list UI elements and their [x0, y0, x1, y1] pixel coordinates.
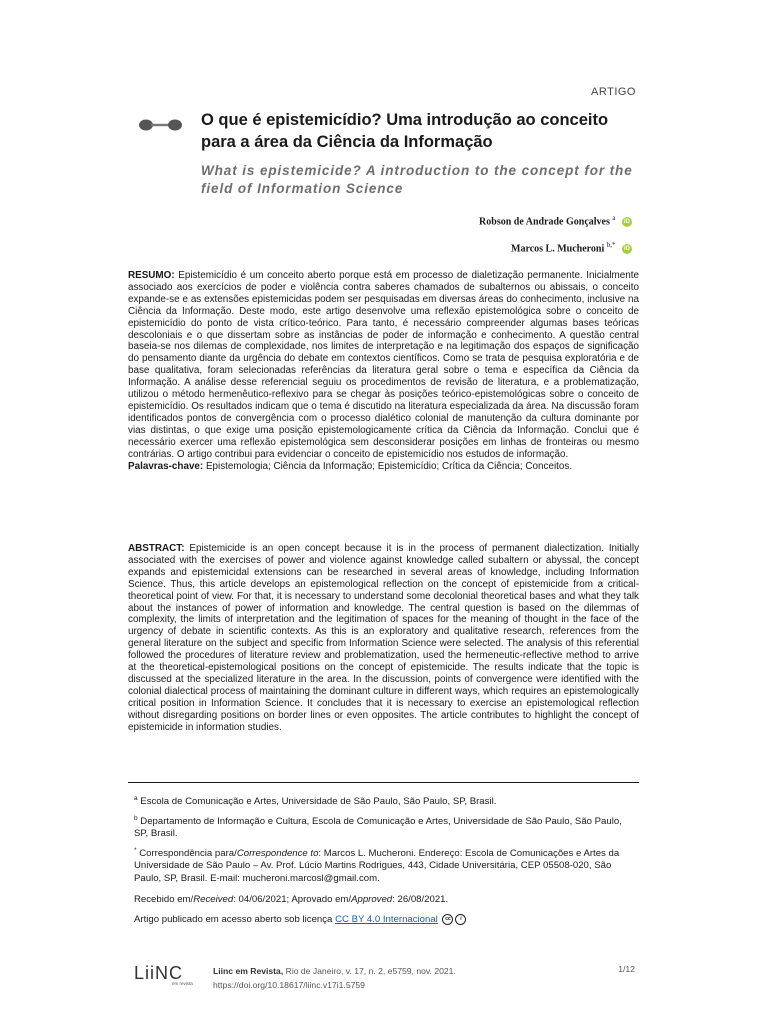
resumo-label: RESUMO: — [128, 270, 175, 281]
resumo-text: Epistemicídio é um conceito aberto porque está em processo de dialetização permanente. Inicialmente associado aos exercícios de poder e violência contra saberes chamados de subalternos ou abissais, o conceito expande-se e as extensões epistemicidas podem ser pesquisadas em diversas áreas do conhecimento, inclusive na Ciência da Informação. Deste modo, este artigo desenvolve uma reflexão epistemológica sobre o conceito de epistemicídio do ponto de vista crítico-teórico. Para tanto, é necessário compreender algumas bases teóricas descoloniais e o que dissertam sobre as instâncias de poder de informação e conhecimento. A questão central baseia-se nos dilemas de complexidade, nos limites de interpretação e na legitimação dos espaços de significação do pensamento diante da urgência do debate em contextos científicos. Como se trata de pesquisa exploratória e de base qualitativa, foram selecionadas referências da literatura geral sobre o tema e específica da Ciência da Informação. A análise desse referencial seguiu os procedimentos de revisão de literatura, e a problematização, utilizou o método hermenêutico-reflexivo para se chegar às posições teórico-epistemológicas sobre o conceito de epistemicídio. Os resultados indicam que o tema é discutido na literatura especializada da área. Na discussão foram identificados pontos de convergência com o processo dialético colonial de manutenção da cultura dominante por vias distintas, o que exige uma posição epistemologicamente crítica da Ciência da Informação. Conclui que é necessário exercer uma reflexão epistemológica sem desconsiderar posições em linhas de fronteiras ou mesmo contrárias. O artigo contribui para evidenciar o conceito de epistemicídio nos estudos de informação. — [128, 270, 639, 460]
keywords-label: Palavras-chave: — [128, 460, 204, 472]
received-label-en: Received — [193, 894, 234, 905]
footnote-correspondence — [134, 845, 636, 885]
affiliation-mark: a — [612, 214, 616, 222]
orcid-icon[interactable]: iD — [624, 246, 630, 253]
license-prefix: Artigo publicado em acesso aberto sob licença — [134, 914, 336, 926]
journal-details: Rio de Janeiro, v. 17, n. 2, e5759, nov. 2021. — [283, 966, 456, 976]
footnote-divider — [128, 782, 639, 783]
keywords-text: Epistemologia; Ciência da Informação; Epistemicídio; Crítica da Ciência; Conceitos. — [205, 460, 573, 472]
article-subtitle: What is epistemicide? A introduction to the concept for the field of Information Science — [201, 163, 633, 196]
correspondence-prefix-en: Correspondence to — [236, 848, 319, 860]
affiliation-mark: b,* — [606, 241, 616, 249]
license-line — [134, 914, 636, 926]
author-2 — [511, 241, 632, 254]
license-link[interactable]: CC BY 4.0 Internacional — [335, 914, 438, 926]
author-name: Marcos L. Mucheroni — [511, 243, 605, 255]
footnote-mark: * — [134, 847, 137, 854]
footnote-text: Escola de Comunicação e Artes, Universidade de São Paulo, São Paulo, SP, Brasil. — [140, 796, 497, 808]
logo-text: LiiNC — [134, 963, 184, 983]
abstract-block — [128, 543, 639, 734]
page-number: 1/12 — [618, 964, 635, 974]
abstract-label: ABSTRACT: — [128, 543, 185, 554]
logo-subtext: em revista — [172, 981, 193, 986]
footnote-mark: b — [134, 815, 138, 822]
section-label: ARTIGO — [591, 86, 636, 98]
by-icon: i — [455, 914, 466, 925]
footnote-a — [134, 793, 636, 808]
approved-date: : 26/08/2021. — [392, 894, 449, 905]
author-name: Robson de Andrade Gonçalves — [479, 216, 610, 228]
approved-label-en: Approved — [351, 894, 393, 905]
received-label: Recebido em/ — [134, 894, 194, 905]
correspondence-prefix: Correspondência para/ — [139, 848, 237, 860]
footer-citation — [213, 964, 456, 992]
received-dates — [134, 894, 636, 906]
orcid-icon[interactable]: iD — [624, 219, 630, 226]
author-1 — [479, 214, 632, 227]
journal-logo — [134, 961, 196, 987]
abstract-text: Epistemicide is an open concept because it is in the process of permanent dialectization. Initially associated with the exercises of power and violence against knowledge called subaltern or abyssal, the concept expands and epistemicidal extensions can be researched in several areas of knowledge, including Information Science. Thus, this article develops an epistemological reflection on the concept of epistemicide from a critical-theoretical point of view. For that, it is necessary to understand some decolonial theoretical bases and what they talk about the instances of power of information and knowledge. The central question is based on the dilemmas of complexity, the limits of interpretation and the legitimation of spaces for the meaning of thought in the face of the urgency of debate in scientific contexts. As this is an exploratory and qualitative research, references from the general literature on the subject and specific from Information Science were selected. The analysis of this referential followed the procedures of literature review and problematization, used the hermeneutic-reflective method to arrive at the theoretical-epistemological positions on the concept of epistemicide. The results indicate that the topic is discussed at the specialized literature in the area. In the discussion, points of convergence were identified with the colonial dialectical process of maintaining the dominant culture in different ways, which requires an epistemologically critical position in Information Science. It concludes that it is necessary to exercise an epistemological reflection without disregarding positions on border lines or even opposites. The article contributes to highlight the concept of epistemicide in information studies. — [128, 543, 640, 733]
correspondence-text: : Marcos L. Mucheroni. Endereço: Escola de Comunicações e Artes da Universidade de São Paulo – Av. Prof. Lúcio Martins Rodrigues, 443, Cidade Universitária, CEP 05508-020, São Paulo, SP, Brasil. E-mail: mucheroni.marcosl@gmail.com. — [134, 848, 620, 884]
cc-icon: cc — [442, 914, 453, 925]
resumo-block — [128, 270, 639, 472]
doi-link[interactable]: https://doi.org/10.18617/liinc.v17i1.5759 — [213, 980, 365, 990]
footnote-mark: a — [134, 795, 138, 802]
journal-name: Liinc em Revista, — [213, 966, 284, 976]
footnote-b — [134, 813, 636, 841]
footnote-text: Departamento de Informação e Cultura, Escola de Comunicação e Artes, Universidade de São Paulo, São Paulo, SP, Brasil. — [134, 816, 622, 840]
title-decoration-icon — [137, 117, 185, 133]
article-title: O que é epistemicídio? Uma introdução ao conceito para a área da Ciência da Informação — [201, 111, 609, 151]
received-date: : 04/06/2021; Aprovado em/ — [233, 894, 352, 905]
